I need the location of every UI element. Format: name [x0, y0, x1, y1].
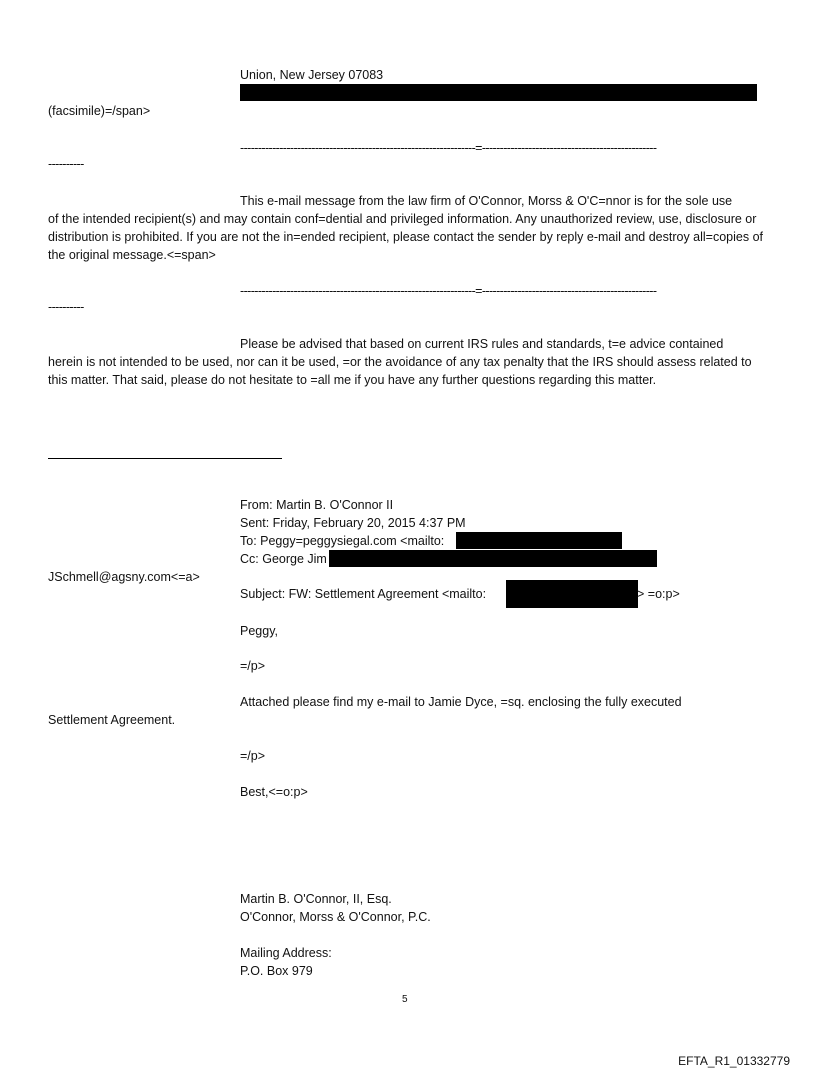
email-cc: Cc: George Jim: [240, 552, 327, 566]
separator-short: ----------: [48, 157, 84, 171]
email-attached-line: Attached please find my e-mail to Jamie Dyce, =sq. enclosing the fully executed: [240, 695, 682, 709]
email-left-address: JSchmell@agsny.com<=a>: [48, 570, 200, 584]
disclaimer-body: of the intended recipient(s) and may contain conf=dential and privileged information. Any unauthorized review, use, disclosure or distribution is prohibited. If you are not the in=ended recipient, please contact the sender by reply e-mail and destroy all=copies of the original message.<=span>: [48, 212, 764, 262]
redaction-bar: [240, 84, 757, 101]
email-markup-fragment: =/p>: [240, 659, 266, 673]
separator-line: ------------------------------------------------------------------=-------------------------------------------------: [240, 141, 657, 155]
redaction-bar: [456, 532, 622, 549]
disclaimer-first-line: This e-mail message from the law firm of O'Connor, Morss & O'C=nnor is for the sole use: [240, 194, 733, 208]
signature-mailing-label: Mailing Address:: [240, 946, 332, 960]
email-greeting: Peggy,: [240, 624, 278, 638]
email-to: To: Peggy=peggysiegal.com <mailto:: [240, 534, 445, 548]
separator-line: ------------------------------------------------------------------=-------------------------------------------------: [240, 284, 657, 298]
email-markup-fragment: =/p>: [240, 749, 266, 763]
horizontal-rule: [48, 458, 282, 459]
irs-notice-body: herein is not intended to be used, nor can it be used, =or the avoidance of any tax penalty that the IRS should assess related to this matter. That said, please do not hesitate to =all me if you have any further questions regarding this matter.: [48, 355, 752, 387]
page-number: 5: [402, 994, 408, 1005]
email-from: From: Martin B. O'Connor II: [240, 498, 394, 512]
facsimile-label: (facsimile)=/span>: [48, 104, 151, 118]
document-id: EFTA_R1_01332779: [678, 1054, 790, 1068]
signature-po-box: P.O. Box 979: [240, 964, 313, 978]
separator-short: ----------: [48, 300, 84, 314]
email-attached-continuation: Settlement Agreement.: [48, 713, 176, 727]
address-line: Union, New Jersey 07083: [240, 68, 384, 82]
redaction-bar: [506, 580, 638, 608]
email-sent: Sent: Friday, February 20, 2015 4:37 PM: [240, 516, 466, 530]
email-subject: Subject: FW: Settlement Agreement <mailto:: [240, 587, 487, 601]
email-subject-tail: > =o:p>: [637, 587, 680, 601]
email-closing: Best,<=o:p>: [240, 785, 308, 799]
redaction-bar: [329, 550, 657, 567]
signature-firm: O'Connor, Morss & O'Connor, P.C.: [240, 910, 431, 924]
irs-notice-first-line: Please be advised that based on current IRS rules and standards, t=e advice contained: [240, 337, 724, 351]
signature-name: Martin B. O'Connor, II, Esq.: [240, 892, 392, 906]
